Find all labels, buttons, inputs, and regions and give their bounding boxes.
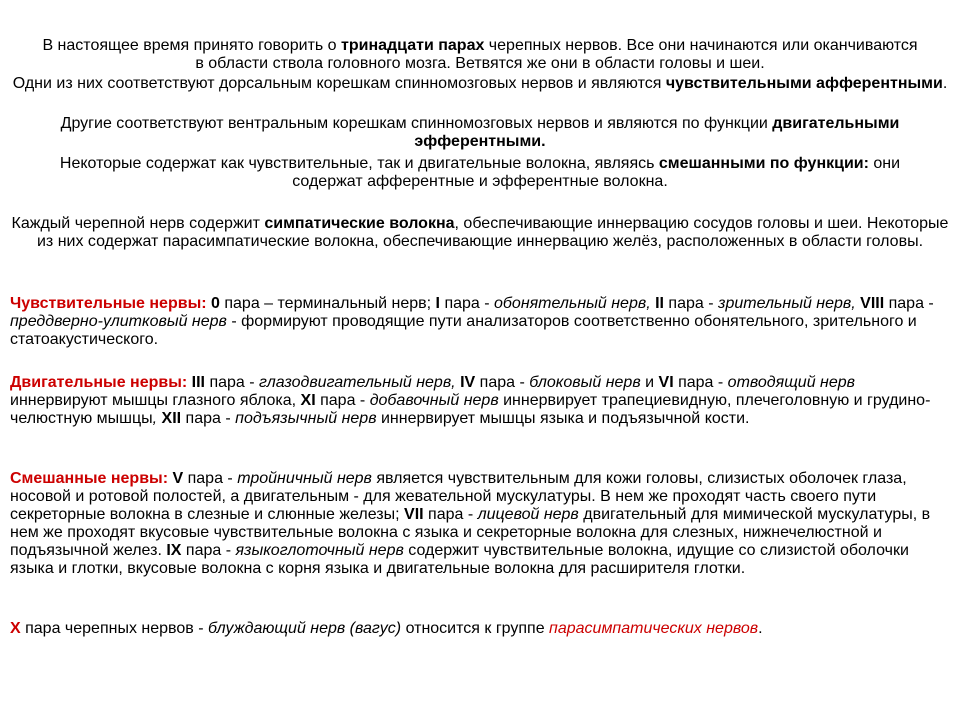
sensory-nerves-paragraph: Чувствительные нервы: 0 пара – терминальный нерв; I пара - обонятельный нерв, II пара - зрительный нерв, VIII пара - преддверно-улитковый нерв - формируют проводящие пути анализаторов соответственно обонятельного, зрительного и статоакустического. (10, 295, 934, 348)
intro-paragraph-4 (46, 155, 914, 191)
nerve-name: зрительный нерв, (718, 295, 856, 312)
nerve-name: отводящий нерв (727, 374, 855, 391)
nerve-name: преддверно-улитковый нерв (10, 313, 227, 330)
nerve-number: VIII (860, 295, 885, 312)
nerve-number: XII (161, 410, 182, 427)
text-run: Каждый черепной нерв содержит (11, 215, 265, 232)
nerve-number: II (655, 295, 664, 312)
text-run: черепных нервов. Все они начинаются или оканчиваются в области ствола головного мозга. Ветвятся же они в области головы и шеи. (195, 37, 918, 72)
text-run: Некоторые содержат как чувствительные, так и двигательные волокна, являясь (59, 155, 659, 172)
nerve-name: добавочный нерв (369, 392, 499, 409)
mixed-nerves-paragraph: Смешанные нервы: V пара - тройничный нерв является чувствительным для кожи головы, слизистых оболочек глаза, носовой и ротовой полостей, а двигательным - для жевательной мускулатуры. В нем же проходят часть своего пути секреторные волокна в слезные и слюнные железы; VII пара - лицевой нерв двигательный для мимической мускулатуры, в нем же проходят вкусовые чувствительные волокна с языка и секреторные волокна для слезных, нижнечелюстной и подъязычной желез. IX пара - языкоглоточный нерв содержит чувствительные волокна, идущие со слизистой оболочки языка и глотки, вкусовые волокна с корня языка и двигательные волокна для расширителя глотки. (10, 470, 931, 577)
vagus-paragraph: X пара черепных нервов - блуждающий нерв (вагус) относится к группе парасимпатических нервов. (10, 620, 763, 637)
parasympathetic-term: парасимпатических нервов (549, 620, 759, 637)
nerve-name: обонятельный нерв, (494, 295, 651, 312)
nerve-name: глазодвигательный нерв, (259, 374, 456, 391)
section-heading: Чувствительные нервы: (10, 295, 207, 312)
nerve-number: V (172, 470, 184, 487)
text-run: они содержат афферентные и эфферентные волокна. (292, 155, 901, 190)
text-run: Другие соответствуют вентральным корешкам спинномозговых нервов и являются по функции (60, 115, 773, 132)
nerve-name: блуждающий нерв (вагус) (207, 620, 402, 637)
nerve-name: тройничный нерв (237, 470, 372, 487)
nerve-name: подъязычный нерв (235, 410, 377, 427)
nerve-name: лицевой нерв (477, 506, 579, 523)
nerve-name: языкоглоточный нерв (235, 542, 404, 559)
nerve-number: I (435, 295, 440, 312)
emphasis-text: симпатические волокна (264, 215, 455, 232)
nerve-number: VII (404, 506, 424, 523)
motor-nerves-paragraph: Двигательные нервы: III пара - глазодвигательный нерв, IV пара - блоковый нерв и VI пара - отводящий нерв иннервируют мышцы глазного яблока, XI пара - добавочный нерв иннервирует трапециевидную, плечеголовную и грудино-челюстную мышцы, XII пара - подъязычный нерв иннервирует мышцы языка и подъязычной кости. (10, 374, 931, 427)
section-heading: Двигательные нервы: (10, 374, 188, 391)
intro-paragraph-3 (48, 115, 912, 151)
emphasis-text: двигательными эфферентными. (414, 115, 900, 150)
intro-paragraph-1 (38, 37, 922, 73)
nerve-name: блоковый нерв (529, 374, 641, 391)
nerve-number: III (191, 374, 205, 391)
text-run: В настоящее время принято говорить о (42, 37, 342, 54)
section-heading: Смешанные нервы: (10, 470, 169, 487)
emphasis-text: тринадцати парах (341, 37, 485, 54)
nerve-number: X (10, 620, 21, 637)
intro-paragraph-2 (10, 75, 950, 93)
nerve-number: IX (166, 542, 182, 559)
intro-paragraph-5 (10, 215, 950, 251)
text-run: Одни из них соответствуют дорсальным корешкам спинномозговых нервов и являются (12, 75, 666, 92)
nerve-number: XI (300, 392, 316, 409)
text-run: , обеспечивающие иннервацию сосудов головы и шеи. Некоторые из них содержат парасимпатические волокна, обеспечивающие иннервацию желёз, расположенных в области головы. (36, 215, 949, 250)
nerve-number: IV (460, 374, 476, 391)
nerve-number: VI (658, 374, 674, 391)
emphasis-text: чувствительными афферентными (665, 75, 943, 92)
emphasis-text: смешанными по функции: (658, 155, 869, 172)
nerve-number: 0 (211, 295, 220, 312)
text-run: . (942, 75, 948, 92)
